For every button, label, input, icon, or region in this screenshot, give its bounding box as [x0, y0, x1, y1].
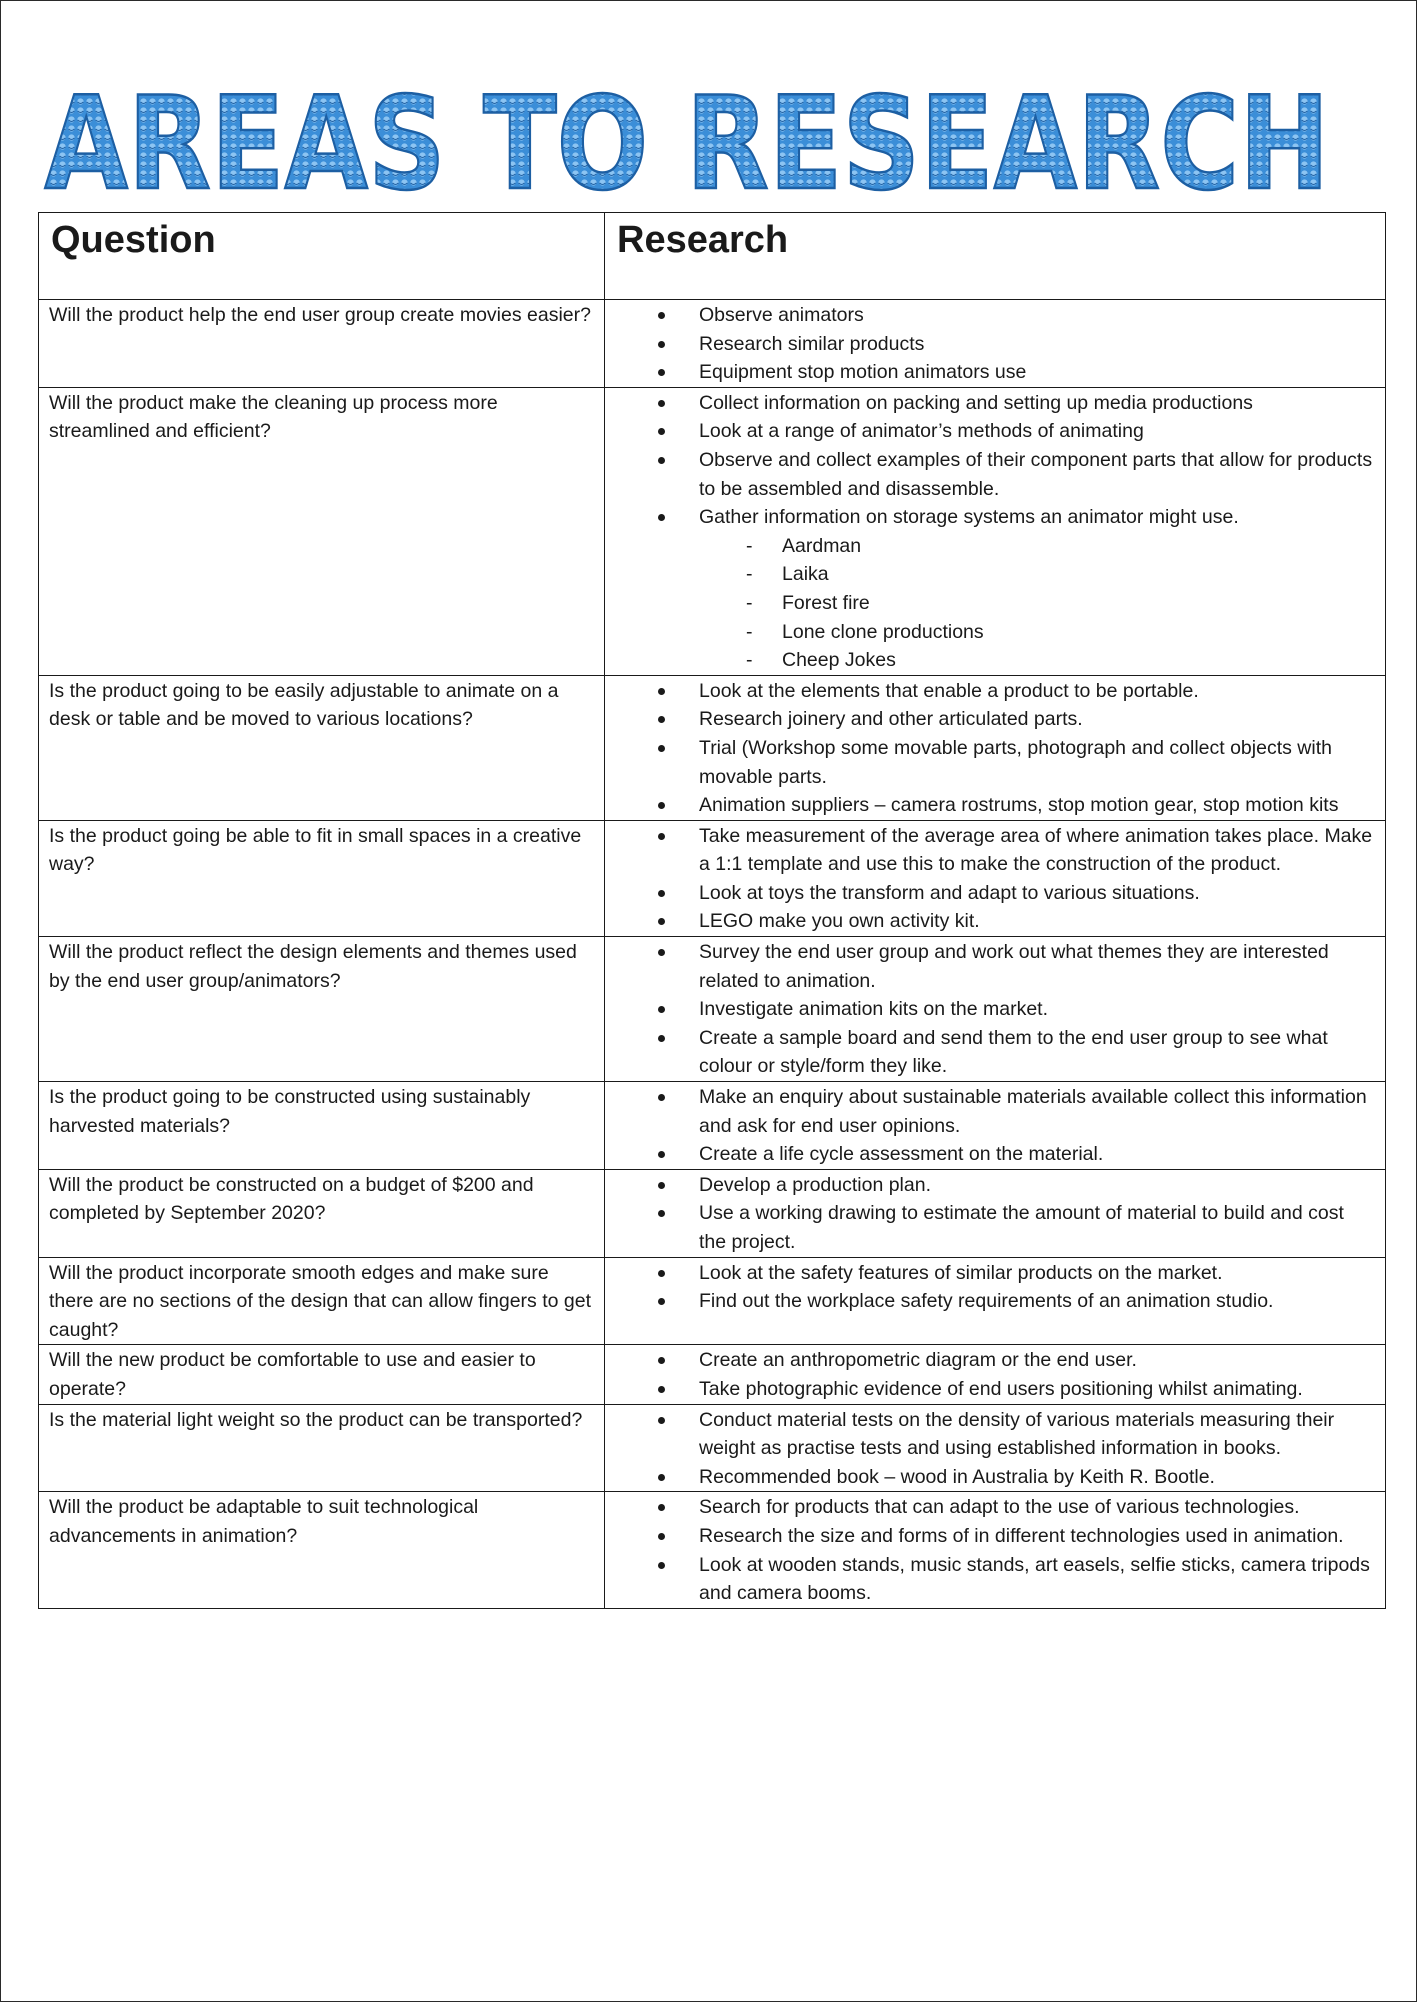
- bullet-icon: [658, 514, 665, 521]
- research-item: [605, 1551, 1375, 1608]
- research-list: [605, 301, 1375, 387]
- table-row: [39, 675, 1386, 820]
- bullet-icon: [658, 369, 665, 376]
- research-item-text: Create a sample board and send them to the end user group to see what colour or style/form they like.: [699, 1026, 1328, 1078]
- research-item-text: Gather information on storage systems an animator might use.: [699, 506, 1239, 529]
- research-cell: [605, 1492, 1386, 1608]
- bullet-icon: [658, 949, 665, 956]
- dash-icon: -: [746, 563, 753, 586]
- research-item: [605, 1522, 1375, 1551]
- question-cell: Will the product help the end user group create movies easier?: [39, 300, 605, 388]
- research-item-text: Make an enquiry about sustainable materials available collect this information and ask for end user opinions.: [699, 1086, 1367, 1137]
- research-cell: [605, 820, 1386, 936]
- dash-icon: -: [746, 620, 753, 643]
- bullet-icon: [658, 1151, 665, 1158]
- research-cell: [605, 1169, 1386, 1257]
- studio-item-text: Cheep Jokes: [782, 649, 896, 672]
- research-item: [605, 358, 1375, 387]
- bullet-icon: [658, 1094, 665, 1101]
- research-list: [605, 1259, 1375, 1316]
- bullet-icon: [658, 1357, 665, 1364]
- research-item-text: Research similar products: [699, 332, 925, 355]
- bullet-icon: [658, 688, 665, 695]
- research-item-text: LEGO make you own activity kit.: [699, 910, 980, 933]
- bullet-icon: [658, 1182, 665, 1189]
- research-item-text: Animation suppliers – camera rostrums, stop motion gear, stop motion kits: [699, 794, 1339, 817]
- bullet-icon: [658, 1533, 665, 1540]
- bullet-icon: [658, 1417, 665, 1424]
- dash-icon: -: [746, 591, 753, 614]
- research-item-text: Collect information on packing and setting up media productions: [699, 391, 1253, 414]
- question-cell: Will the product incorporate smooth edges and make sure there are no sections of the design that can allow fingers to get caught?: [39, 1257, 605, 1345]
- bullet-icon: [658, 428, 665, 435]
- brick-title-graphic: [40, 88, 1335, 200]
- table-row: [39, 387, 1386, 675]
- research-list: [605, 1083, 1375, 1169]
- research-item-text: Recommended book – wood in Australia by Keith R. Bootle.: [699, 1465, 1215, 1488]
- question-cell: Is the material light weight so the product can be transported?: [39, 1404, 605, 1492]
- question-cell: Will the product be adaptable to suit technological advancements in animation?: [39, 1492, 605, 1608]
- research-item-text: Search for products that can adapt to the use of various technologies.: [699, 1496, 1300, 1519]
- research-item: [605, 330, 1375, 359]
- bullet-icon: [658, 918, 665, 925]
- research-cell: [605, 387, 1386, 675]
- bullet-icon: [658, 341, 665, 348]
- research-list: [605, 1346, 1375, 1403]
- research-item: [605, 446, 1375, 503]
- research-cell: [605, 675, 1386, 820]
- research-item-text: Research the size and forms of in different technologies used in animation.: [699, 1524, 1344, 1547]
- research-item-text: Create an anthropometric diagram or the end user.: [699, 1349, 1137, 1372]
- research-item: [605, 503, 1375, 675]
- research-item-text: Take measurement of the average area of where animation takes place. Make a 1:1 template and use this to make the construction of the product.: [699, 824, 1373, 876]
- research-item: [605, 1140, 1375, 1169]
- research-item-text: Look at wooden stands, music stands, art easels, selfie sticks, camera tripods and camera booms.: [699, 1553, 1370, 1605]
- bullet-icon: [658, 802, 665, 809]
- studio-item: [699, 589, 1375, 618]
- table-row: [39, 1492, 1386, 1608]
- research-item: [605, 734, 1375, 791]
- research-item: [605, 1083, 1375, 1140]
- bullet-icon: [658, 1035, 665, 1042]
- research-item-text: Research joinery and other articulated parts.: [699, 708, 1083, 731]
- title-banner: [40, 88, 1335, 200]
- table-row: [39, 820, 1386, 936]
- research-item: [605, 1287, 1375, 1316]
- research-cell: [605, 300, 1386, 388]
- research-item: [605, 1259, 1375, 1288]
- research-item-text: Observe animators: [699, 304, 864, 326]
- research-cell: [605, 1082, 1386, 1170]
- research-list: [605, 677, 1375, 820]
- research-list: [605, 1493, 1375, 1607]
- question-cell: Will the product make the cleaning up process more streamlined and efficient?: [39, 387, 605, 675]
- research-item: [605, 907, 1375, 936]
- research-cell: [605, 937, 1386, 1082]
- research-item: [605, 1406, 1375, 1463]
- research-item: [605, 1463, 1375, 1492]
- table-row: [39, 1404, 1386, 1492]
- research-item: [605, 1024, 1375, 1081]
- table-row: [39, 937, 1386, 1082]
- studio-item-text: Forest fire: [782, 591, 870, 614]
- research-cell: [605, 1345, 1386, 1404]
- table-header-row: [39, 213, 1386, 300]
- research-item-text: Develop a production plan.: [699, 1173, 931, 1196]
- bullet-icon: [658, 890, 665, 897]
- research-list: [605, 822, 1375, 936]
- research-list: [605, 1171, 1375, 1257]
- research-list: [605, 938, 1375, 1081]
- studio-item: [699, 560, 1375, 589]
- studio-item: [699, 618, 1375, 647]
- table-body: [39, 300, 1386, 1609]
- research-item: [605, 1346, 1375, 1375]
- research-item-text: Create a life cycle assessment on the material.: [699, 1143, 1104, 1166]
- research-table: [38, 212, 1386, 1609]
- question-cell: Will the product be constructed on a budget of $200 and completed by September 2020?: [39, 1169, 605, 1257]
- research-item: [605, 938, 1375, 995]
- bullet-icon: [658, 457, 665, 464]
- bullet-icon: [658, 1270, 665, 1277]
- research-item: [605, 822, 1375, 879]
- research-item: [605, 1375, 1375, 1404]
- table-row: [39, 1169, 1386, 1257]
- research-item: [605, 995, 1375, 1024]
- research-item-text: Find out the workplace safety requirements of an animation studio.: [699, 1290, 1274, 1313]
- research-item-text: Use a working drawing to estimate the amount of material to build and cost the project.: [699, 1202, 1344, 1253]
- bullet-icon: [658, 400, 665, 407]
- dash-icon: -: [746, 534, 753, 557]
- bullet-icon: [658, 1504, 665, 1511]
- research-cell: [605, 1404, 1386, 1492]
- research-item-text: Look at toys the transform and adapt to various situations.: [699, 881, 1200, 904]
- research-item-text: Trial (Workshop some movable parts, photograph and collect objects with movable parts.: [699, 736, 1332, 788]
- table-row: [39, 1082, 1386, 1170]
- research-item: [605, 417, 1375, 446]
- research-item-text: Observe and collect examples of their component parts that allow for products to be assembled and disassemble.: [699, 448, 1373, 500]
- bullet-icon: [658, 1562, 665, 1569]
- research-item-text: Take photographic evidence of end users positioning whilst animating.: [699, 1377, 1303, 1400]
- research-item: [605, 389, 1375, 418]
- research-item: [605, 1199, 1375, 1256]
- page-title: AREAS TO RESEARCH: [44, 88, 1330, 200]
- question-cell: Is the product going to be constructed using sustainably harvested materials?: [39, 1082, 605, 1170]
- bullet-icon: [658, 745, 665, 752]
- header-research: Research: [605, 213, 1386, 300]
- studio-item: [699, 532, 1375, 561]
- dash-icon: -: [746, 649, 753, 672]
- research-item-text: Equipment stop motion animators use: [699, 361, 1027, 384]
- research-item: [605, 791, 1375, 820]
- table-row: [39, 300, 1386, 388]
- research-item: [605, 879, 1375, 908]
- bullet-icon: [658, 1210, 665, 1217]
- research-item-text: Investigate animation kits on the market.: [699, 998, 1049, 1021]
- bullet-icon: [658, 1006, 665, 1013]
- question-cell: Is the product going be able to fit in small spaces in a creative way?: [39, 820, 605, 936]
- research-list: [605, 1406, 1375, 1492]
- bullet-icon: [658, 1386, 665, 1393]
- question-cell: Will the product reflect the design elements and themes used by the end user group/animators?: [39, 937, 605, 1082]
- bullet-icon: [658, 716, 665, 723]
- research-item: [605, 677, 1375, 706]
- research-item: [605, 301, 1375, 330]
- research-item-text: Survey the end user group and work out what themes they are interested related to animation.: [699, 941, 1329, 992]
- research-cell: [605, 1257, 1386, 1345]
- table-row: [39, 1345, 1386, 1404]
- bullet-icon: [658, 1474, 665, 1481]
- studio-item: [699, 646, 1375, 675]
- bullet-icon: [658, 312, 665, 319]
- table-row: [39, 1257, 1386, 1345]
- studio-item-text: Aardman: [782, 534, 862, 557]
- bullet-icon: [658, 833, 665, 840]
- question-cell: Will the new product be comfortable to use and easier to operate?: [39, 1345, 605, 1404]
- research-item-text: Look at the elements that enable a product to be portable.: [699, 679, 1199, 702]
- research-item: [605, 1171, 1375, 1200]
- research-item-text: Look at the safety features of similar products on the market.: [699, 1261, 1223, 1284]
- research-item: [605, 1493, 1375, 1522]
- studio-item-text: Lone clone productions: [782, 620, 984, 643]
- studio-list: [699, 532, 1375, 675]
- research-list: [605, 389, 1375, 675]
- question-cell: Is the product going to be easily adjustable to animate on a desk or table and be moved to various locations?: [39, 675, 605, 820]
- header-question: Question: [39, 213, 605, 300]
- research-item-text: Look at a range of animator’s methods of animating: [699, 420, 1144, 443]
- research-item: [605, 705, 1375, 734]
- research-item-text: Conduct material tests on the density of various materials measuring their weight as practise tests and using established information in books.: [699, 1408, 1335, 1460]
- bullet-icon: [658, 1298, 665, 1305]
- studio-item-text: Laika: [782, 563, 829, 586]
